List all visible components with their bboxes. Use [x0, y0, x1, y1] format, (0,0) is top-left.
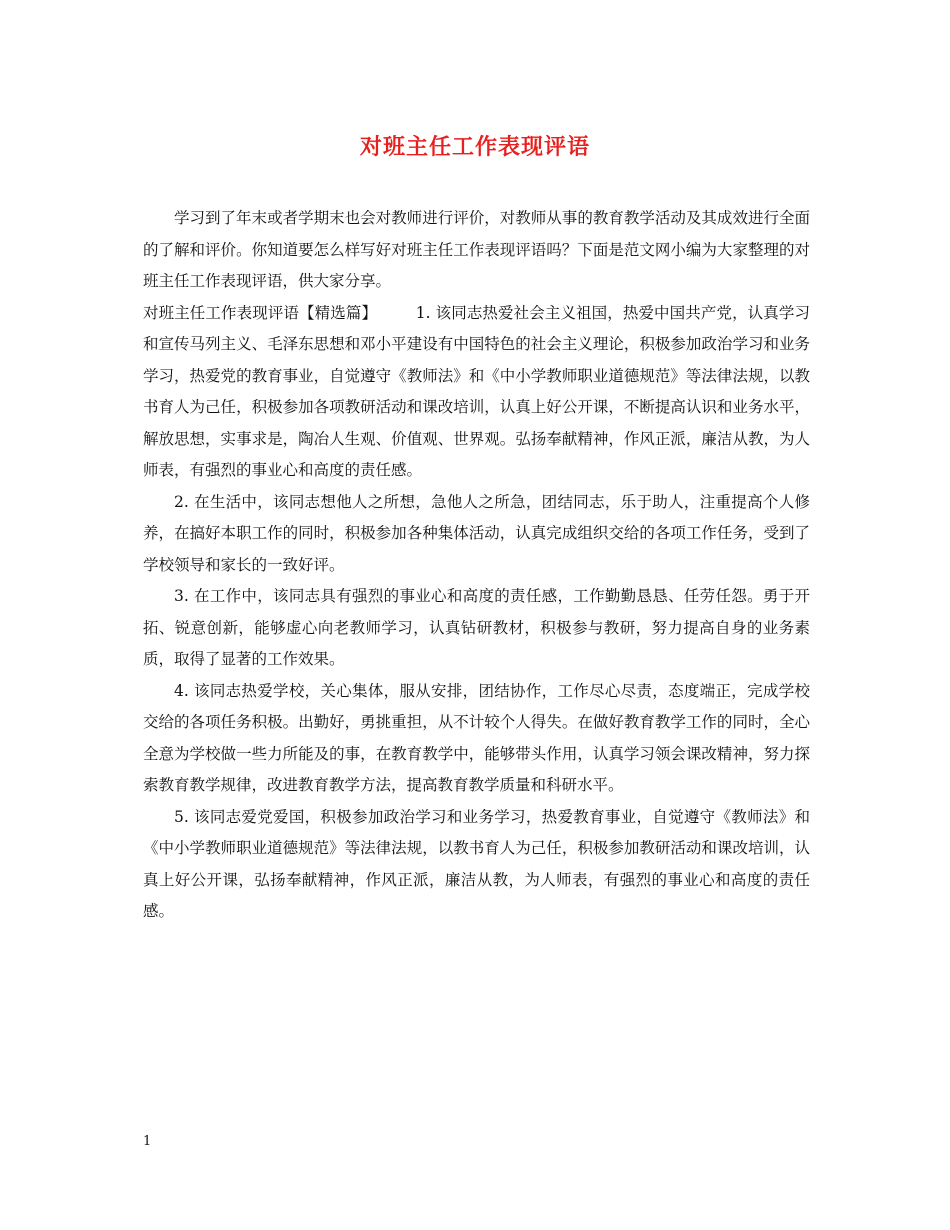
- item-4-paragraph: 4. 该同志热爱学校，关心集体，服从安排，团结协作，工作尽心尽责，态度端正，完成学校交给的各项任务积极。出勤好，勇挑重担，从不计较个人得失。在做好教育教学工作的同时，全心全意为学校做一些力所能及的事，在教育教学中，能够带头作用，认真学习领会课改精神，努力探索教育教学规律，改进教育教学方法，提高教育教学质量和科研水平。: [143, 681, 810, 794]
- section-gap: [377, 304, 416, 322]
- intro-paragraph: 学习到了年末或者学期末也会对教师进行评价，对教师从事的教育教学活动及其成效进行全面的了解和评价。你知道要怎么样写好对班主任工作表现评语吗？下面是范文网小编为大家整理的对班主任工作表现评语，供大家分享。: [143, 209, 810, 290]
- document-title: 对班主任工作表现评语: [359, 134, 590, 160]
- item-1-text: 1. 该同志热爱社会主义祖国，热爱中国共产党，认真学习和宣传马列主义、毛泽东思想和邓小平建设有中国特色的社会主义理论，积极参加政治学习和业务学习，热爱党的教育事业，自觉遵守《教师法》和《中小学教师职业道德规范》等法律法规，以教书育人为己任，积极参加各项教研活动和课改培训，认真上好公开课，不断提高认识和业务水平，解放思想，实事求是，陶冶人生观、价值观、世界观。弘扬奉献精神，作风正派，廉洁从教，为人师表，有强烈的事业心和高度的责任感。: [143, 303, 810, 479]
- page-number: 1: [143, 1134, 152, 1149]
- item-5-paragraph: 5. 该同志爱党爱国，积极参加政治学习和业务学习，热爱教育事业，自觉遵守《教师法》和《中小学教师职业道德规范》等法律法规，以教书育人为己任，积极参加教研活动和课改培训，认真上好公开课，弘扬奉献精神，作风正派，廉洁从教，为人师表，有强烈的事业心和高度的责任感。: [143, 807, 810, 920]
- item-2-paragraph: 2. 在生活中，该同志想他人之所想，急他人之所急，团结同志，乐于助人，注重提高个人修养，在搞好本职工作的同时，积极参加各种集体活动，认真完成组织交给的各项工作任务，受到了学校领导和家长的一致好评。: [143, 492, 810, 574]
- item-3-paragraph: 3. 在工作中，该同志具有强烈的事业心和高度的责任感，工作勤勤恳恳、任劳任怨。勇于开拓、锐意创新，能够虚心向老教师学习，认真钻研教材，积极参与教研，努力提高自身的业务素质，取得了显著的工作效果。: [143, 587, 810, 668]
- document-body: [143, 203, 810, 928]
- section-heading: 对班主任工作表现评语【精选篇】: [143, 303, 378, 322]
- section-paragraph: [143, 298, 810, 487]
